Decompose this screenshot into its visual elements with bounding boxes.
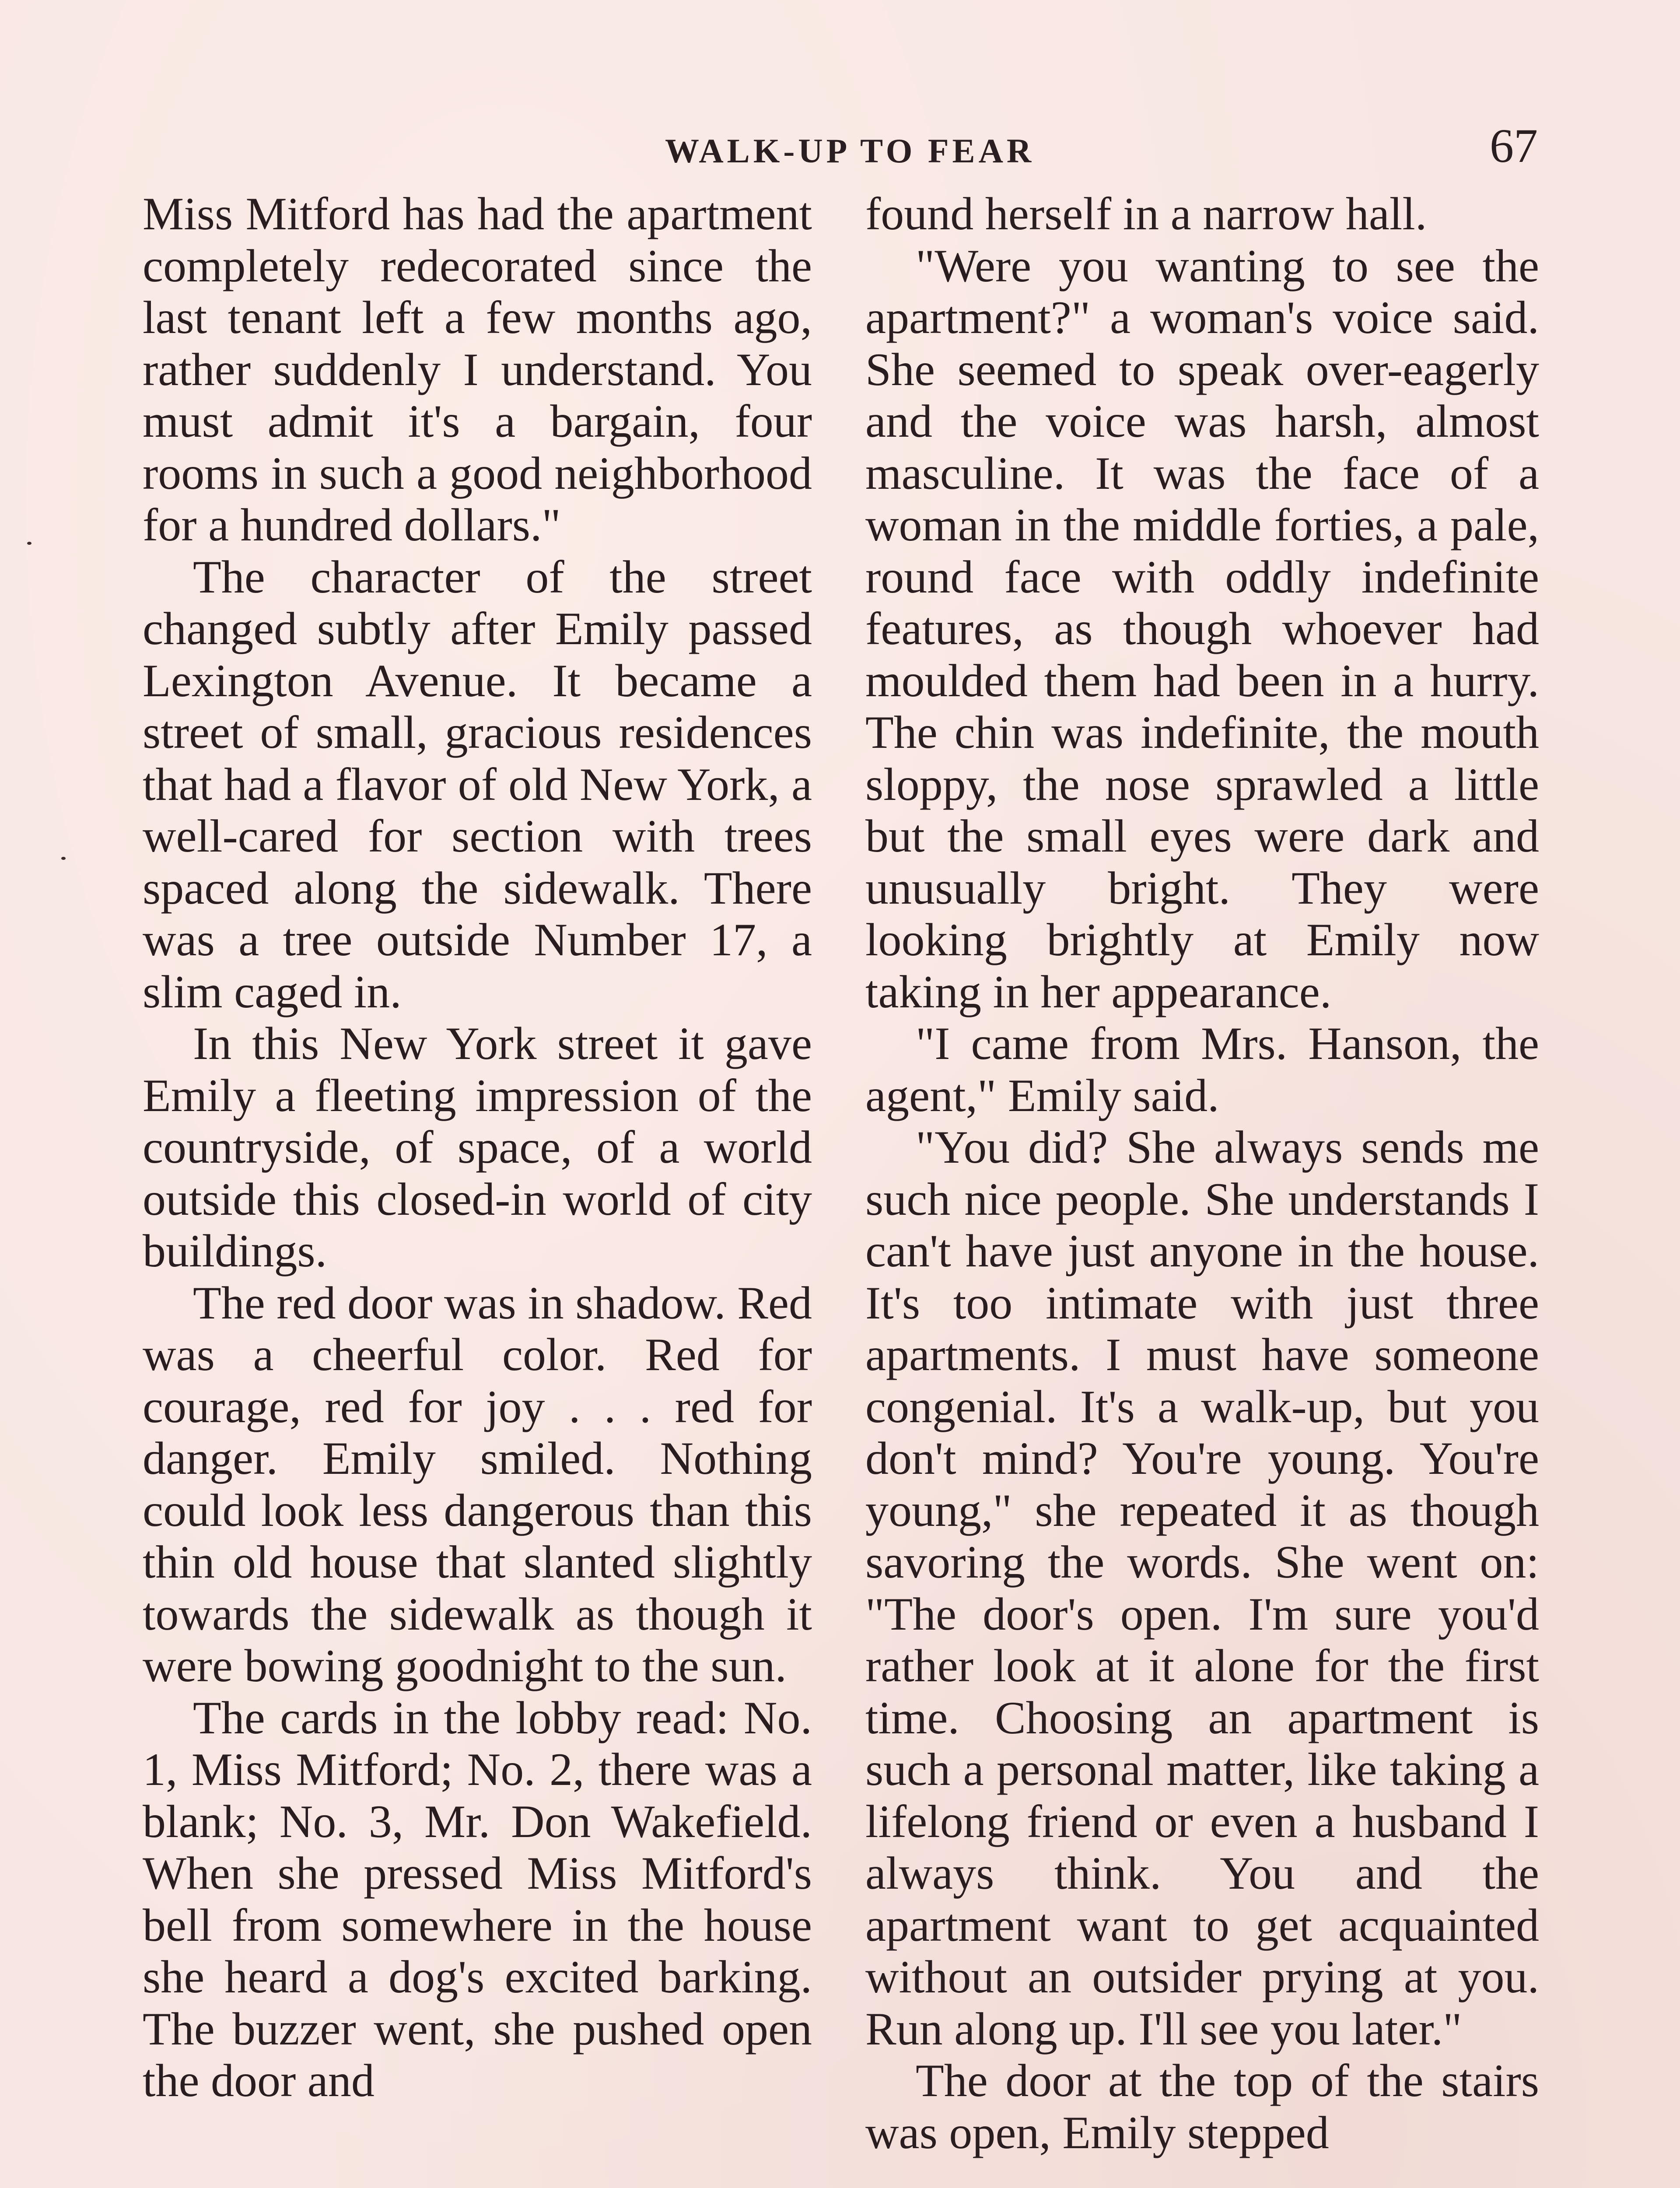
paragraph: found herself in a narrow hall. (865, 188, 1427, 239)
paragraph: "Were you wanting to see the apartment?" a woman's voice said. She seemed to speak over-eagerly and the voice was harsh, almost masculine. It was the face of a woman in the middle forties, a pale, round face with oddly indefinite features, as though whoever had moulded them had been in a hurry. The chin was indefinite, the mouth sloppy, the nose sprawled a little but the small eyes were dark and unusually bright. They were looking brightly at Emily now taking in her appearance. (865, 240, 1539, 1017)
paragraph: Miss Mitford has had the apartment completely redecorated since the last tenant left a few months ago, rather suddenly I understand. You must admit it's a bargain, four rooms in such a good neighborhood for a hundred dollars." (143, 188, 812, 551)
paragraph: The character of the street changed subtly after Emily passed Lexington Avenue. It became a street of small, gracious residences that had a flavor of old New York, a well-cared for section with trees spaced along the sidewalk. There was a tree outside Number 17, a slim caged in. (143, 551, 812, 1017)
paragraph: The cards in the lobby read: No. 1, Miss Mitford; No. 2, there was a blank; No. 3, Mr. Don Wakefield. When she pressed Miss Mitford's bell from somewhere in the house she heard a dog's excited barking. The buzzer went, she pushed open the door and (143, 1692, 812, 2106)
print-speck (27, 542, 32, 545)
right-column (865, 188, 1539, 2159)
left-column (143, 188, 812, 2107)
paragraph: The red door was in shadow. Red was a cheerful color. Red for courage, red for joy . . . red for danger. Emily smiled. Nothing could look less dangerous than this thin old house that slanted slightly towards the sidewalk as though it were bowing goodnight to the sun. (143, 1277, 812, 1691)
paragraph: In this New York street it gave Emily a fleeting impression of the countryside, of space, of a world outside this closed-in world of city buildings. (143, 1018, 812, 1276)
paragraph: "You did? She always sends me such nice people. She understands I can't have just anyone in the house. It's too intimate with just three apartments. I must have someone congenial. It's a walk-up, but you don't mind? You're young. You're young," she repeated it as though savoring the words. She went on: "The door's open. I'm sure you'd rather look at it alone for the first time. Choosing an apartment is such a personal matter, like taking a lifelong friend or even a husband I always think. You and the apartment want to get acquainted without an outsider prying at you. Run along up. I'll see you later." (865, 1122, 1539, 2055)
running-title: WALK-UP TO FEAR (665, 132, 1035, 170)
print-speck (61, 857, 66, 860)
paragraph: The door at the top of the stairs was open, Emily stepped (865, 2055, 1539, 2158)
page-number: 67 (1490, 119, 1538, 172)
paragraph: "I came from Mrs. Hanson, the agent," Emily said. (865, 1018, 1539, 1121)
